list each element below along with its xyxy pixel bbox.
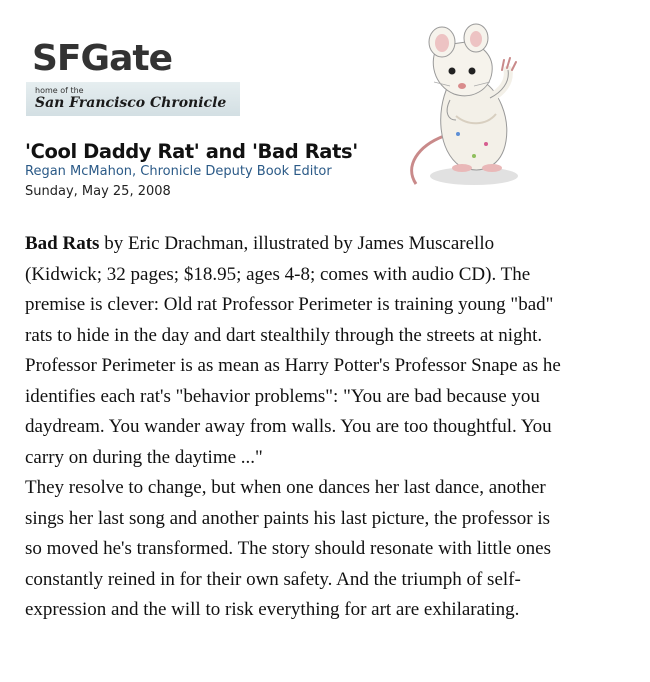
body-line: Professor Perimeter is as mean as Harry Potter's Professor Snape as he bbox=[25, 355, 561, 376]
review-paragraph-1 bbox=[25, 229, 625, 473]
logo-tagline: home of the bbox=[35, 86, 84, 95]
body-line: expression and the will to risk everything for art are exhilarating. bbox=[25, 599, 520, 620]
body-line: sings her last song and another paints his last picture, the professor is bbox=[25, 507, 551, 529]
logo-brand: SFGate bbox=[32, 37, 172, 79]
logo-newspaper-name: San Francisco Chronicle bbox=[35, 95, 227, 111]
body-line: daydream. You wander away from walls. You are too thoughtful. You bbox=[25, 416, 552, 437]
article-date: Sunday, May 25, 2008 bbox=[25, 184, 171, 199]
article-body bbox=[25, 229, 625, 626]
body-line: (Kidwick; 32 pages; $18.95; ages 4-8; comes with audio CD). The bbox=[25, 263, 531, 285]
body-line: They resolve to change, but when one dances her last dance, another bbox=[25, 477, 546, 498]
body-line: premise is clever: Old rat Professor Perimeter is training young "bad" bbox=[25, 294, 554, 315]
sfgate-logo[interactable] bbox=[26, 36, 240, 116]
body-line: rats to hide in the day and dart stealthily through the streets at night. bbox=[25, 324, 543, 346]
rat-illustration bbox=[398, 16, 548, 194]
body-line: identifies each rat's "behavior problems": "You are bad because you bbox=[25, 385, 540, 407]
review-paragraph-2 bbox=[25, 473, 625, 626]
article-byline[interactable]: Regan McMahon, Chronicle Deputy Book Editor bbox=[25, 164, 332, 179]
book-title: Bad Rats bbox=[25, 233, 100, 254]
body-line: carry on during the daytime ..." bbox=[25, 446, 263, 468]
body-line: constantly reined in for their own safety. And the triumph of self- bbox=[25, 568, 521, 590]
article-headline: 'Cool Daddy Rat' and 'Bad Rats' bbox=[25, 140, 358, 163]
body-line: Bad Rats by Eric Drachman, illustrated by James Muscarello bbox=[25, 233, 495, 254]
logo-band bbox=[26, 82, 240, 116]
body-line: so moved he's transformed. The story should resonate with little ones bbox=[25, 538, 552, 559]
